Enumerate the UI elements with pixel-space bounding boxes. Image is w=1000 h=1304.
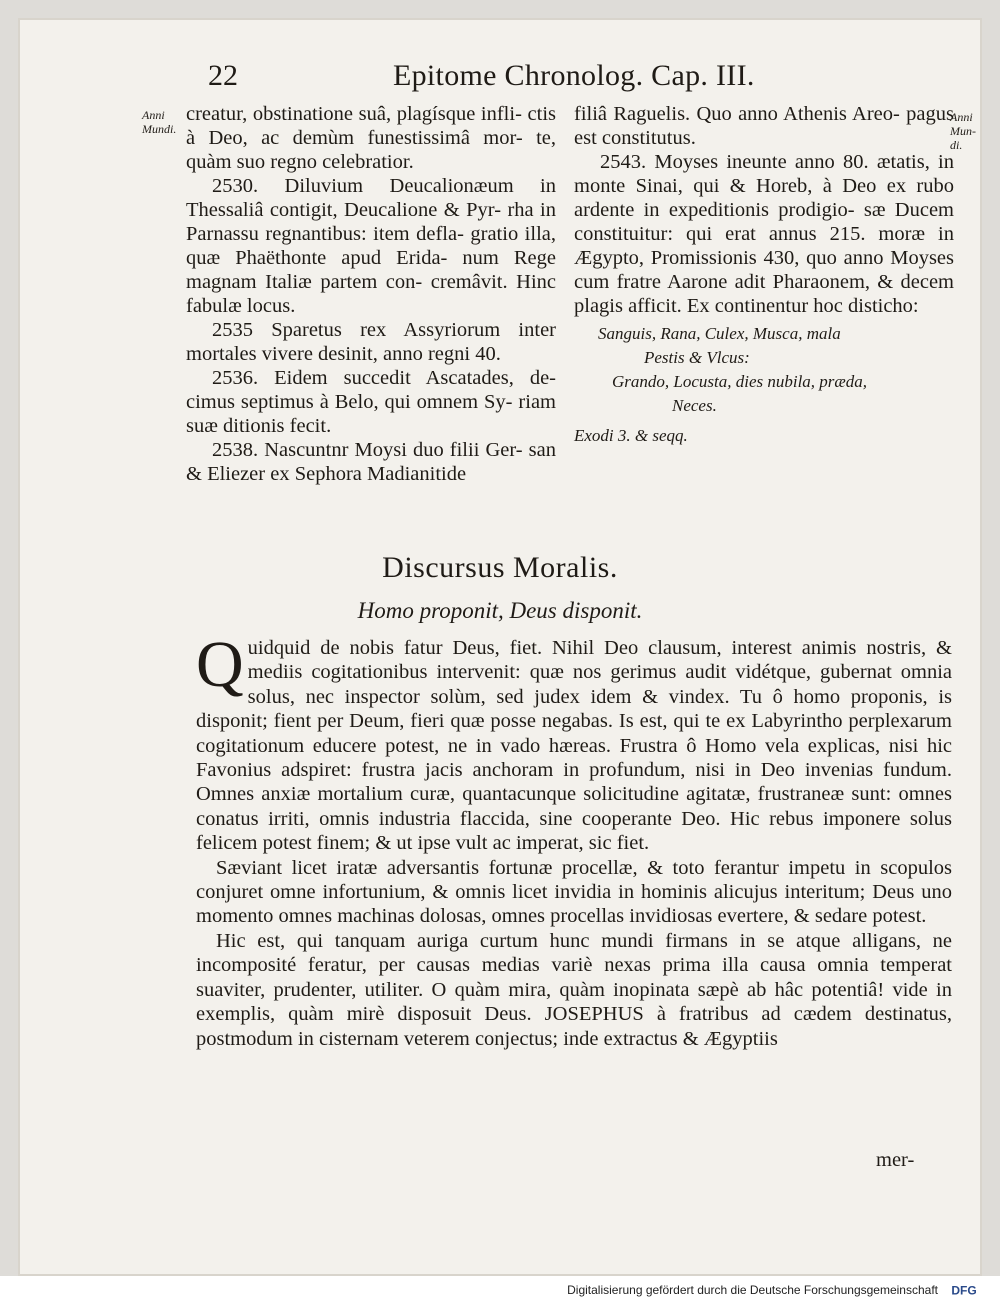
right-column [574, 102, 954, 448]
dfg-logo-icon [942, 1282, 986, 1298]
chronology-entry: creatur, obstinatione suâ, plagísque infli- ctis à Deo, ac demùm funestissimâ mor- te, quàm suo regno celebratior. [186, 103, 556, 173]
verse-line: Grando, Locusta, dies nubila, præda, [612, 372, 868, 391]
page-number: 22 [208, 59, 238, 92]
left-margin-line: Anni [142, 108, 165, 122]
source-reference: Exodi 3. & seqq. [574, 426, 688, 445]
chronology-entry: filiâ Raguelis. Quo anno Athenis Areo- pagus est constitutus. [574, 103, 954, 149]
left-margin-line: Mundi. [142, 122, 177, 136]
chronology-entry: 2538. Nascuntnr Moysi duo filii Ger- san & Eliezer ex Sephora Madianitide [186, 439, 556, 485]
body-paragraph-text: uidquid de nobis fatur Deus, fiet. Nihil Deo clausum, interest animis nostris, & mediis cogitationibus intervenit: quæ nos gerimus audit vidétque, gubernat omnia solus, nec inspector solùm, sed judex idem & vindex. Tu ô homo proponis, is disponit; fient per Deum, fieri quæ posse negabas. Is est, qui te ex Labyrintho perplexarum cogitationum educere potest, ne in vado hæreas. Frustra ô Homo vela explicas, nisi hic Favonius adspiret: frustra jacis anchoram in profundum, nisi in Deo invenias fundum. Omnes anxiæ mortalium curæ, quantacunque solicitudine agitatæ, frustraneæ sunt: omnes conatus irriti, omnis industria flaccida, sine cooperante Deo. Hic rebus imponere solus felicem potest finem; & ut ipse vult ac imperat, sic fiet. [196, 637, 952, 855]
body-paragraph: Hic est, qui tanquam auriga curtum hunc mundi firmans in se atque alligans, ne incomposité feratur, per causas medias variè nexas prima illa causa omnia temperat suaviter, prudenter, utiliter. O quàm mira, quàm inopinata sæpè ab hâc potentiâ! vide in exemplis, quàm mirè disposuit Deus. JOSEPHUS à fratribus ad cædem destinatus, postmodum in cisternam veterem conjectus; inde extractus & Ægyptiis [196, 929, 952, 1050]
chronology-entry: 2536. Eidem succedit Ascatades, de- cimus septimus à Belo, qui omnem Sy- riam suæ ditionis fecit. [186, 367, 556, 437]
right-margin-note [950, 110, 990, 152]
drop-cap: Q [196, 628, 244, 701]
footer-credit: Digitalisierung gefördert durch die Deutsche Forschungsgemeinschaft [567, 1283, 938, 1297]
right-margin-line: di. [950, 138, 963, 152]
section-motto: Homo proponit, Deus disponit. [357, 598, 643, 623]
body-paragraph: Sæviant licet iratæ adversantis fortunæ procellæ, & toto ferantur impetu in scopulos conjuret omne infortunium, & omnis licet invidia in hominis alicujus interitum; Deus uno momento omnes machinas dolosas, omnes procellas invidiosas evertere, & sedare potest. [196, 856, 952, 928]
digitization-footer [0, 1276, 1000, 1304]
catchword: mer- [876, 1149, 915, 1171]
chronology-entry: 2530. Diluvium Deucalionæum in Thessaliâ contigit, Deucalione & Pyr- rha in Parnassu regnantibus: item defla- gratio illa, quæ Phaëthonte apud Erida- num Rege magnam Italiæ partem con- cremâvit. Hinc fabulæ locus. [186, 175, 556, 317]
chronology-entry: 2535 Sparetus rex Assyriorum inter mortales vivere desinit, anno regni 40. [186, 319, 556, 365]
right-margin-line: Anni [950, 110, 973, 124]
verse-line: Sanguis, Rana, Culex, Musca, mala [598, 324, 841, 343]
right-margin-line: Mun- [950, 124, 976, 138]
section-title: Discursus Moralis. [382, 551, 618, 584]
verse-line: Pestis & Vlcus: [644, 348, 750, 367]
chronology-entry: 2543. Moyses ineunte anno 80. ætatis, in monte Sinai, qui & Horeb, à Deo ex rubo ardente in expeditionis prodigio- sæ Ducem constituitur: qui erat annus 215. moræ in Ægypto, Promissionis 430, quo anno Moyses cum fratre Aarone adit Pharaonem, & decem plagis afficit. Ex continentur hoc disticho: [574, 151, 954, 317]
running-title: Epitome Chronolog. Cap. III. [393, 59, 755, 92]
left-column [186, 102, 556, 486]
verse-distich [574, 322, 954, 418]
dfg-logo-label: DFG [951, 1283, 977, 1298]
book-page [18, 18, 982, 1276]
verse-line: Neces. [672, 396, 717, 415]
body-paragraph [196, 628, 952, 856]
discourse-body [196, 628, 952, 1051]
left-margin-note [142, 108, 182, 136]
page-header [18, 56, 982, 100]
